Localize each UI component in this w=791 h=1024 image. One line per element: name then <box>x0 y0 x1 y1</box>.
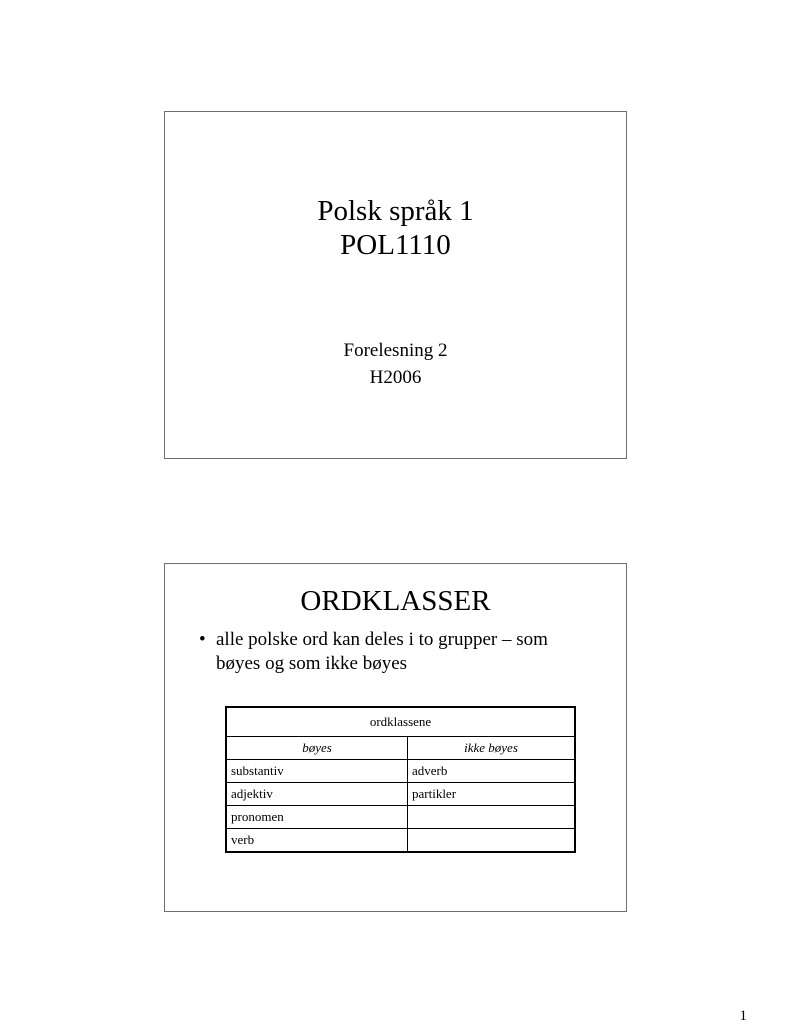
slide-2-title: ORDKLASSER <box>300 585 491 617</box>
table-cell <box>408 829 576 853</box>
slide-2 <box>164 563 627 912</box>
bullet-text: alle polske ord kan deles i to grupper – som bøyes og som ikke bøyes <box>216 629 548 674</box>
table-cell: adjektiv <box>226 783 408 806</box>
table-row <box>226 760 575 783</box>
table-cell: substantiv <box>226 760 408 783</box>
slide-1-title-line-2: POL1110 <box>340 229 451 261</box>
slide-1 <box>164 111 627 459</box>
table-row <box>226 829 575 853</box>
table-cell <box>408 806 576 829</box>
table-cell: partikler <box>408 783 576 806</box>
slide-1-subtitle <box>165 337 626 391</box>
bullet-marker: • <box>199 629 206 650</box>
slide-1-subtitle-line-2: H2006 <box>369 367 422 388</box>
word-class-table <box>225 706 576 853</box>
table-cell: verb <box>226 829 408 853</box>
page-number: 1 <box>739 1008 747 1024</box>
table-row <box>226 806 575 829</box>
table-caption: ordklassene <box>226 707 575 737</box>
table-header-row <box>226 737 575 760</box>
table-header-cell: ikke bøyes <box>408 737 576 760</box>
slide-1-subtitle-line-1: Forelesning 2 <box>343 340 448 361</box>
slide-2-bullet <box>199 628 596 676</box>
table-cell: pronomen <box>226 806 408 829</box>
slide-1-title <box>165 194 626 262</box>
table-row <box>226 783 575 806</box>
table-header-cell: bøyes <box>226 737 408 760</box>
slide-1-title-line-1: Polsk språk 1 <box>317 195 474 227</box>
table-cell: adverb <box>408 760 576 783</box>
